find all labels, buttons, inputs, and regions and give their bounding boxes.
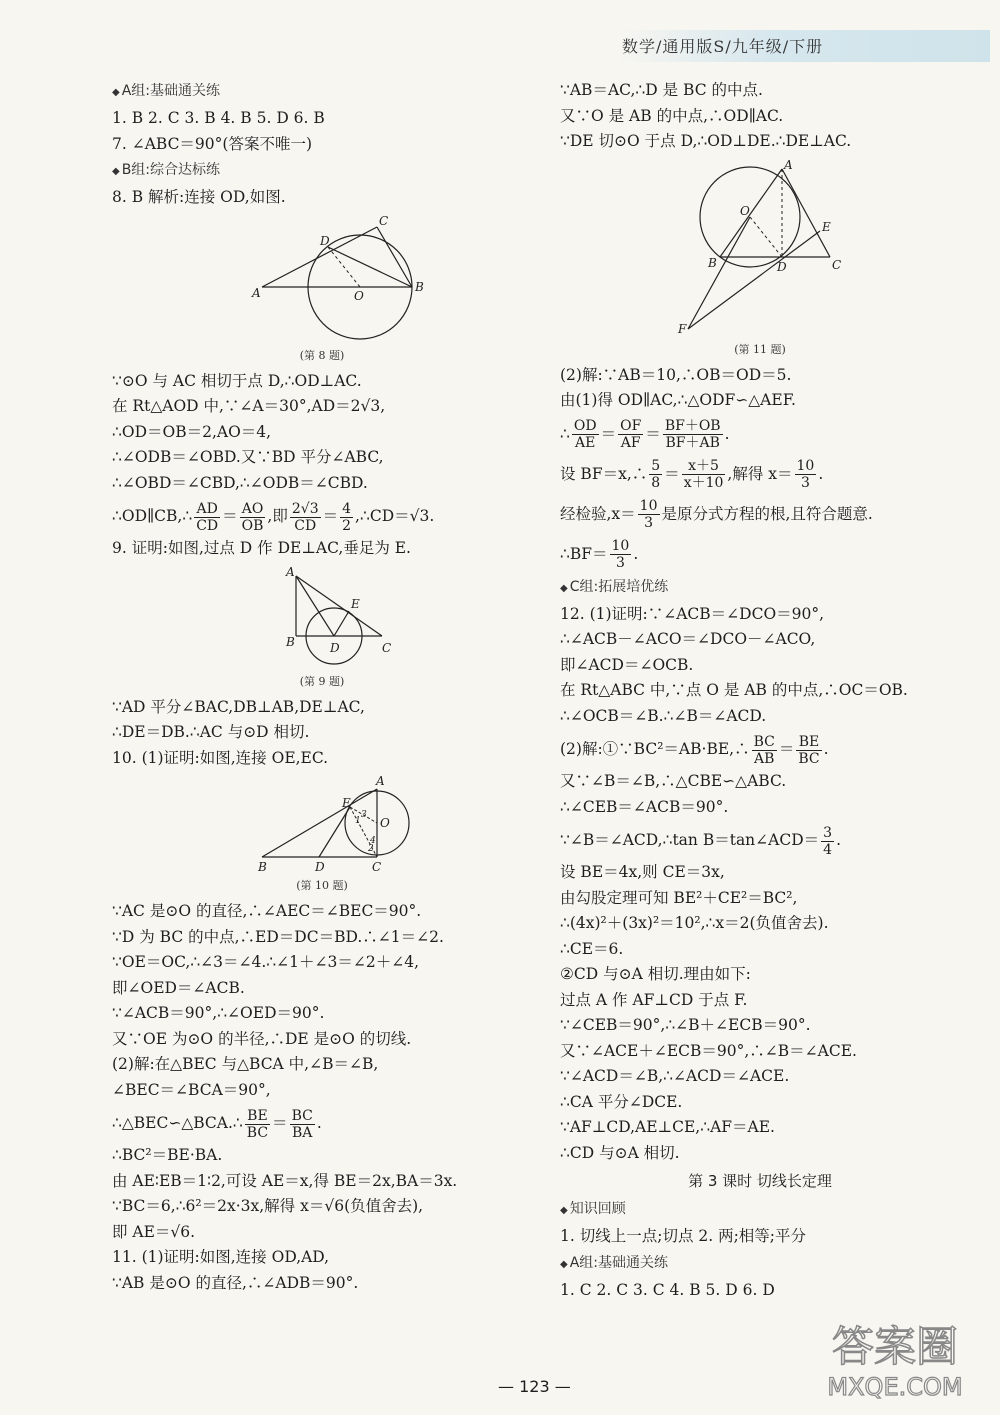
running-header: 数学/通用版S/九年级/下册 (622, 37, 824, 56)
text-line: 由(1)得 OD∥AC,∴△ODF∽△AEF. (560, 391, 796, 409)
text-line: 即∠OED＝∠ACB. (112, 978, 245, 997)
section-heading: ◆ B组:综合达标练 (112, 162, 221, 178)
fraction: $\frac{BE}{BC}$ (246, 1107, 269, 1141)
text-line: ∵AB 是⊙O 的直径,∴∠ADB＝90°. (112, 1273, 359, 1292)
fig8-diagram (242, 215, 442, 345)
text-line: ∵AC 是⊙O 的直径,∴∠AEC＝∠BEC＝90°. (112, 902, 422, 920)
svg-text:B: B (708, 255, 717, 270)
fraction: $\frac{BC}{AB}$ (753, 733, 775, 767)
text-line: ∵AB＝AC,∴D 是 BC 的中点. (560, 81, 763, 99)
text-line: ∵⊙O 与 AC 相切于点 D,∴OD⊥AC. (112, 371, 362, 390)
formula-line: ∴△BEC∽△BCA.∴ $\frac{BE}{BC}$ ＝ $\frac{BC}{BA}$ . (112, 1107, 322, 1141)
text-line: ∵∠ACB＝90°,∴∠OED＝90°. (112, 1004, 325, 1022)
text-line: 1. C 2. C 3. C 4. B 5. D 6. D (560, 1280, 775, 1299)
text-line: ∴∠ACB－∠ACO＝∠DCO－∠ACO, (560, 630, 816, 648)
text-line: ∵AF⊥CD,AE⊥CE,∴AF＝AE. (560, 1118, 775, 1136)
text-line: ∴BC²＝BE·BA. (112, 1146, 223, 1164)
svg-text:D: D (330, 640, 340, 655)
svg-text:C: C (379, 214, 389, 228)
fraction: $\frac{3}{4}$ (823, 824, 833, 858)
formula-line: (2)解:①∵BC²＝AB·BE,∴ $\frac{BC}{AB}$ ＝ $\frac{BE}{BC}$ . (560, 733, 829, 767)
figure-caption: (第 11 题) (734, 342, 786, 356)
text-line: ∵BC＝6,∴6²＝2x·3x,解得 x＝√6(负值舍去), (112, 1197, 424, 1215)
section-heading: ◆ A组:基础通关练 (112, 83, 220, 99)
text-line: ∴CD 与⊙A 相切. (560, 1143, 680, 1162)
text-line: 又∵∠ACE＋∠ECB＝90°,∴∠B＝∠ACE. (560, 1041, 857, 1060)
text-line: 7. ∠ABC＝90°(答案不唯一) (112, 134, 313, 153)
lesson-title: 第 3 课时 切线长定理 (688, 1172, 832, 1190)
svg-text:4: 4 (370, 836, 376, 846)
fig11-diagram (670, 159, 845, 339)
diamond-icon: ◆ (112, 166, 120, 177)
fraction: $\frac{AD}{CD}$ (196, 500, 219, 534)
fraction: $\frac{10}{3}$ (796, 458, 815, 491)
fraction: $\frac{OF}{AF}$ (620, 418, 642, 451)
svg-text:A: A (286, 565, 295, 579)
text-line: 又∵O 是 AB 的中点,∴OD∥AC. (560, 106, 784, 125)
svg-text:C: C (832, 257, 842, 272)
text-line: ∴(4x)²＋(3x)²＝10²,∴x＝2(负值舍去). (560, 914, 829, 932)
figure-caption: (第 10 题) (296, 879, 348, 892)
formula-line: 经检验,x＝ $\frac{10}{3}$ 是原分式方程的根,且符合题意. (560, 498, 873, 531)
text-line: 1. 切线上一点;切点 2. 两;相等;平分 (560, 1227, 807, 1245)
diamond-icon: ◆ (560, 582, 568, 594)
svg-text:O: O (740, 203, 750, 218)
svg-text:D: D (315, 860, 325, 874)
figure-caption: (第 9 题) (299, 674, 345, 688)
svg-text:O: O (354, 288, 364, 303)
fraction: $\frac{BE}{BC}$ (798, 733, 820, 767)
svg-text:C: C (382, 640, 392, 655)
text-line: (2)解:在△BEC 与△BCA 中,∠B＝∠B, (112, 1055, 379, 1073)
text-line: 又∵∠B＝∠B,∴△CBE∽△ABC. (560, 772, 787, 790)
text-line: ∵DE 切⊙O 于点 D,∴OD⊥DE.∴DE⊥AC. (560, 132, 852, 150)
svg-text:A: A (252, 285, 261, 300)
svg-text:O: O (380, 816, 390, 830)
svg-text:1: 1 (355, 816, 361, 826)
fraction: $\frac{4}{2}$ (342, 500, 352, 534)
text-line: ∴∠OCB＝∠B.∴∠B＝∠ACD. (560, 706, 767, 725)
text-line: 即 AE＝√6. (112, 1222, 196, 1241)
svg-text:E: E (342, 796, 351, 810)
page-number: — 123 — (498, 1377, 571, 1396)
section-heading: ◆ 知识回顾 (560, 1201, 626, 1217)
fraction: $\frac{2√3}{CD}$ (291, 500, 319, 534)
text-line: ∴OD＝OB＝2,AO＝4, (112, 422, 272, 441)
fig10-diagram (252, 775, 412, 875)
text-line: ∵AD 平分∠BAC,DB⊥AB,DE⊥AC, (112, 697, 365, 716)
fraction: $\frac{10}{3}$ (639, 498, 658, 531)
svg-text:A: A (784, 158, 793, 172)
svg-text:F: F (678, 321, 687, 336)
fraction: $\frac{x+5}{x+10}$ (683, 458, 724, 491)
diamond-icon: ◆ (560, 1258, 568, 1270)
formula-line: ∴BF＝ $\frac{10}{3}$ . (560, 538, 639, 571)
watermark-line2: MXQE.COM (827, 1373, 963, 1401)
text-line: ∵OE＝OC,∴∠3＝∠4.∴∠1＋∠3＝∠2＋∠4, (112, 953, 419, 971)
svg-text:C: C (372, 860, 382, 874)
diamond-icon: ◆ (112, 87, 120, 98)
svg-text:2: 2 (368, 844, 374, 854)
text-line: ∴∠ODB＝∠OBD.又∵BD 平分∠ABC, (112, 448, 384, 466)
text-line: (2)解:∵AB＝10,∴OB＝OD＝5. (560, 365, 792, 384)
section-heading: ◆ C组:拓展培优练 (560, 578, 669, 595)
text-line: ②CD 与⊙A 相切.理由如下: (560, 965, 751, 983)
fraction: $\frac{AO}{OB}$ (241, 500, 264, 534)
svg-text:A: A (376, 775, 385, 788)
formula-line: ∴OD∥CB,∴ $\frac{AD}{CD}$ ＝ $\frac{AO}{OB}$ ,即 $\frac{2√3}{CD}$ ＝ $\frac{4}{2}$ ,∴CD＝√3. (112, 500, 435, 534)
fraction: $\frac{10}{3}$ (611, 538, 630, 571)
section-heading: ◆ A组:基础通关练 (560, 1254, 668, 1271)
fig9-diagram (282, 566, 402, 671)
formula-line: 设 BF＝x,∴ $\frac{5}{8}$ ＝ $\frac{x+5}{x+10}$ ,解得 x＝ $\frac{10}{3}$ . (560, 458, 824, 491)
text-line: ∵∠ACD＝∠B,∴∠ACD＝∠ACE. (560, 1067, 790, 1085)
text-line: ∵D 为 BC 的中点,∴ED＝DC＝BD.∴∠1＝∠2. (112, 927, 444, 946)
text-line: 由勾股定理可知 BE²＋CE²＝BC², (560, 888, 798, 907)
text-line: 在 Rt△ABC 中,∵点 O 是 AB 的中点,∴OC＝OB. (560, 681, 908, 699)
text-line: ∵∠CEB＝90°,∴∠B＋∠ECB＝90°. (560, 1016, 811, 1034)
svg-text:E: E (351, 596, 360, 611)
formula-line: ∵∠B＝∠ACD,∴tan B＝tan∠ACD＝ $\frac{3}{4}$ . (560, 824, 841, 858)
left-column (112, 78, 532, 1296)
text-line: ∴∠OBD＝∠CBD,∴∠ODB＝∠CBD. (112, 473, 368, 492)
text-line: 设 BE＝4x,则 CE＝3x, (560, 863, 725, 881)
diamond-icon: ◆ (560, 1205, 568, 1216)
text-line: ∴CA 平分∠DCE. (560, 1092, 683, 1111)
text-line: 8. B 解析:连接 OD,如图. (112, 188, 286, 206)
text-line: ∴DE＝DB.∴AC 与⊙D 相切. (112, 723, 310, 741)
watermark-logo (810, 1315, 980, 1403)
text-line: 11. (1)证明:如图,连接 OD,AD, (112, 1248, 330, 1266)
text-line: 12. (1)证明:∵∠ACB＝∠DCO＝90°, (560, 604, 825, 623)
text-line: 过点 A 作 AF⊥CD 于点 F. (560, 990, 748, 1009)
svg-text:B: B (286, 634, 295, 649)
svg-text:E: E (822, 219, 831, 234)
text-line: 9. 证明:如图,过点 D 作 DE⊥AC,垂足为 E. (112, 539, 411, 557)
svg-text:3: 3 (361, 810, 367, 820)
svg-text:D: D (320, 233, 330, 248)
right-column (560, 78, 960, 1303)
text-line: ∠BEC＝∠BCA＝90°, (112, 1080, 271, 1099)
formula-line: ∴ $\frac{OD}{AE}$ ＝ $\frac{OF}{AF}$ ＝ $\frac{BF+OB}{BF+AB}$ . (560, 418, 730, 451)
svg-text:B: B (258, 860, 267, 874)
text-line: ∴CE＝6. (560, 939, 624, 958)
text-line: 即∠ACD＝∠OCB. (560, 655, 694, 674)
svg-text:D: D (777, 259, 787, 274)
watermark-line1: 答案圈 (831, 1322, 959, 1371)
text-line: 由 AE∶EB＝1∶2,可设 AE＝x,得 BE＝2x,BA＝3x. (112, 1171, 458, 1190)
fraction: $\frac{BF+OB}{BF+AB}$ (664, 418, 721, 451)
text-line: ∴∠CEB＝∠ACB＝90°. (560, 797, 729, 816)
fraction: $\frac{5}{8}$ (651, 458, 661, 491)
text-line: 10. (1)证明:如图,连接 OE,EC. (112, 748, 329, 767)
fraction: $\frac{OD}{AE}$ (573, 418, 597, 451)
svg-text:B: B (415, 279, 424, 294)
text-line: 又∵OE 为⊙O 的半径,∴DE 是⊙O 的切线. (112, 1029, 412, 1048)
fraction: $\frac{BC}{BA}$ (291, 1107, 313, 1141)
text-line: 在 Rt△AOD 中,∵∠A＝30°,AD＝2√3, (112, 397, 386, 415)
figure-caption: (第 8 题) (299, 348, 345, 362)
text-line: 1. B 2. C 3. B 4. B 5. D 6. B (112, 109, 325, 127)
